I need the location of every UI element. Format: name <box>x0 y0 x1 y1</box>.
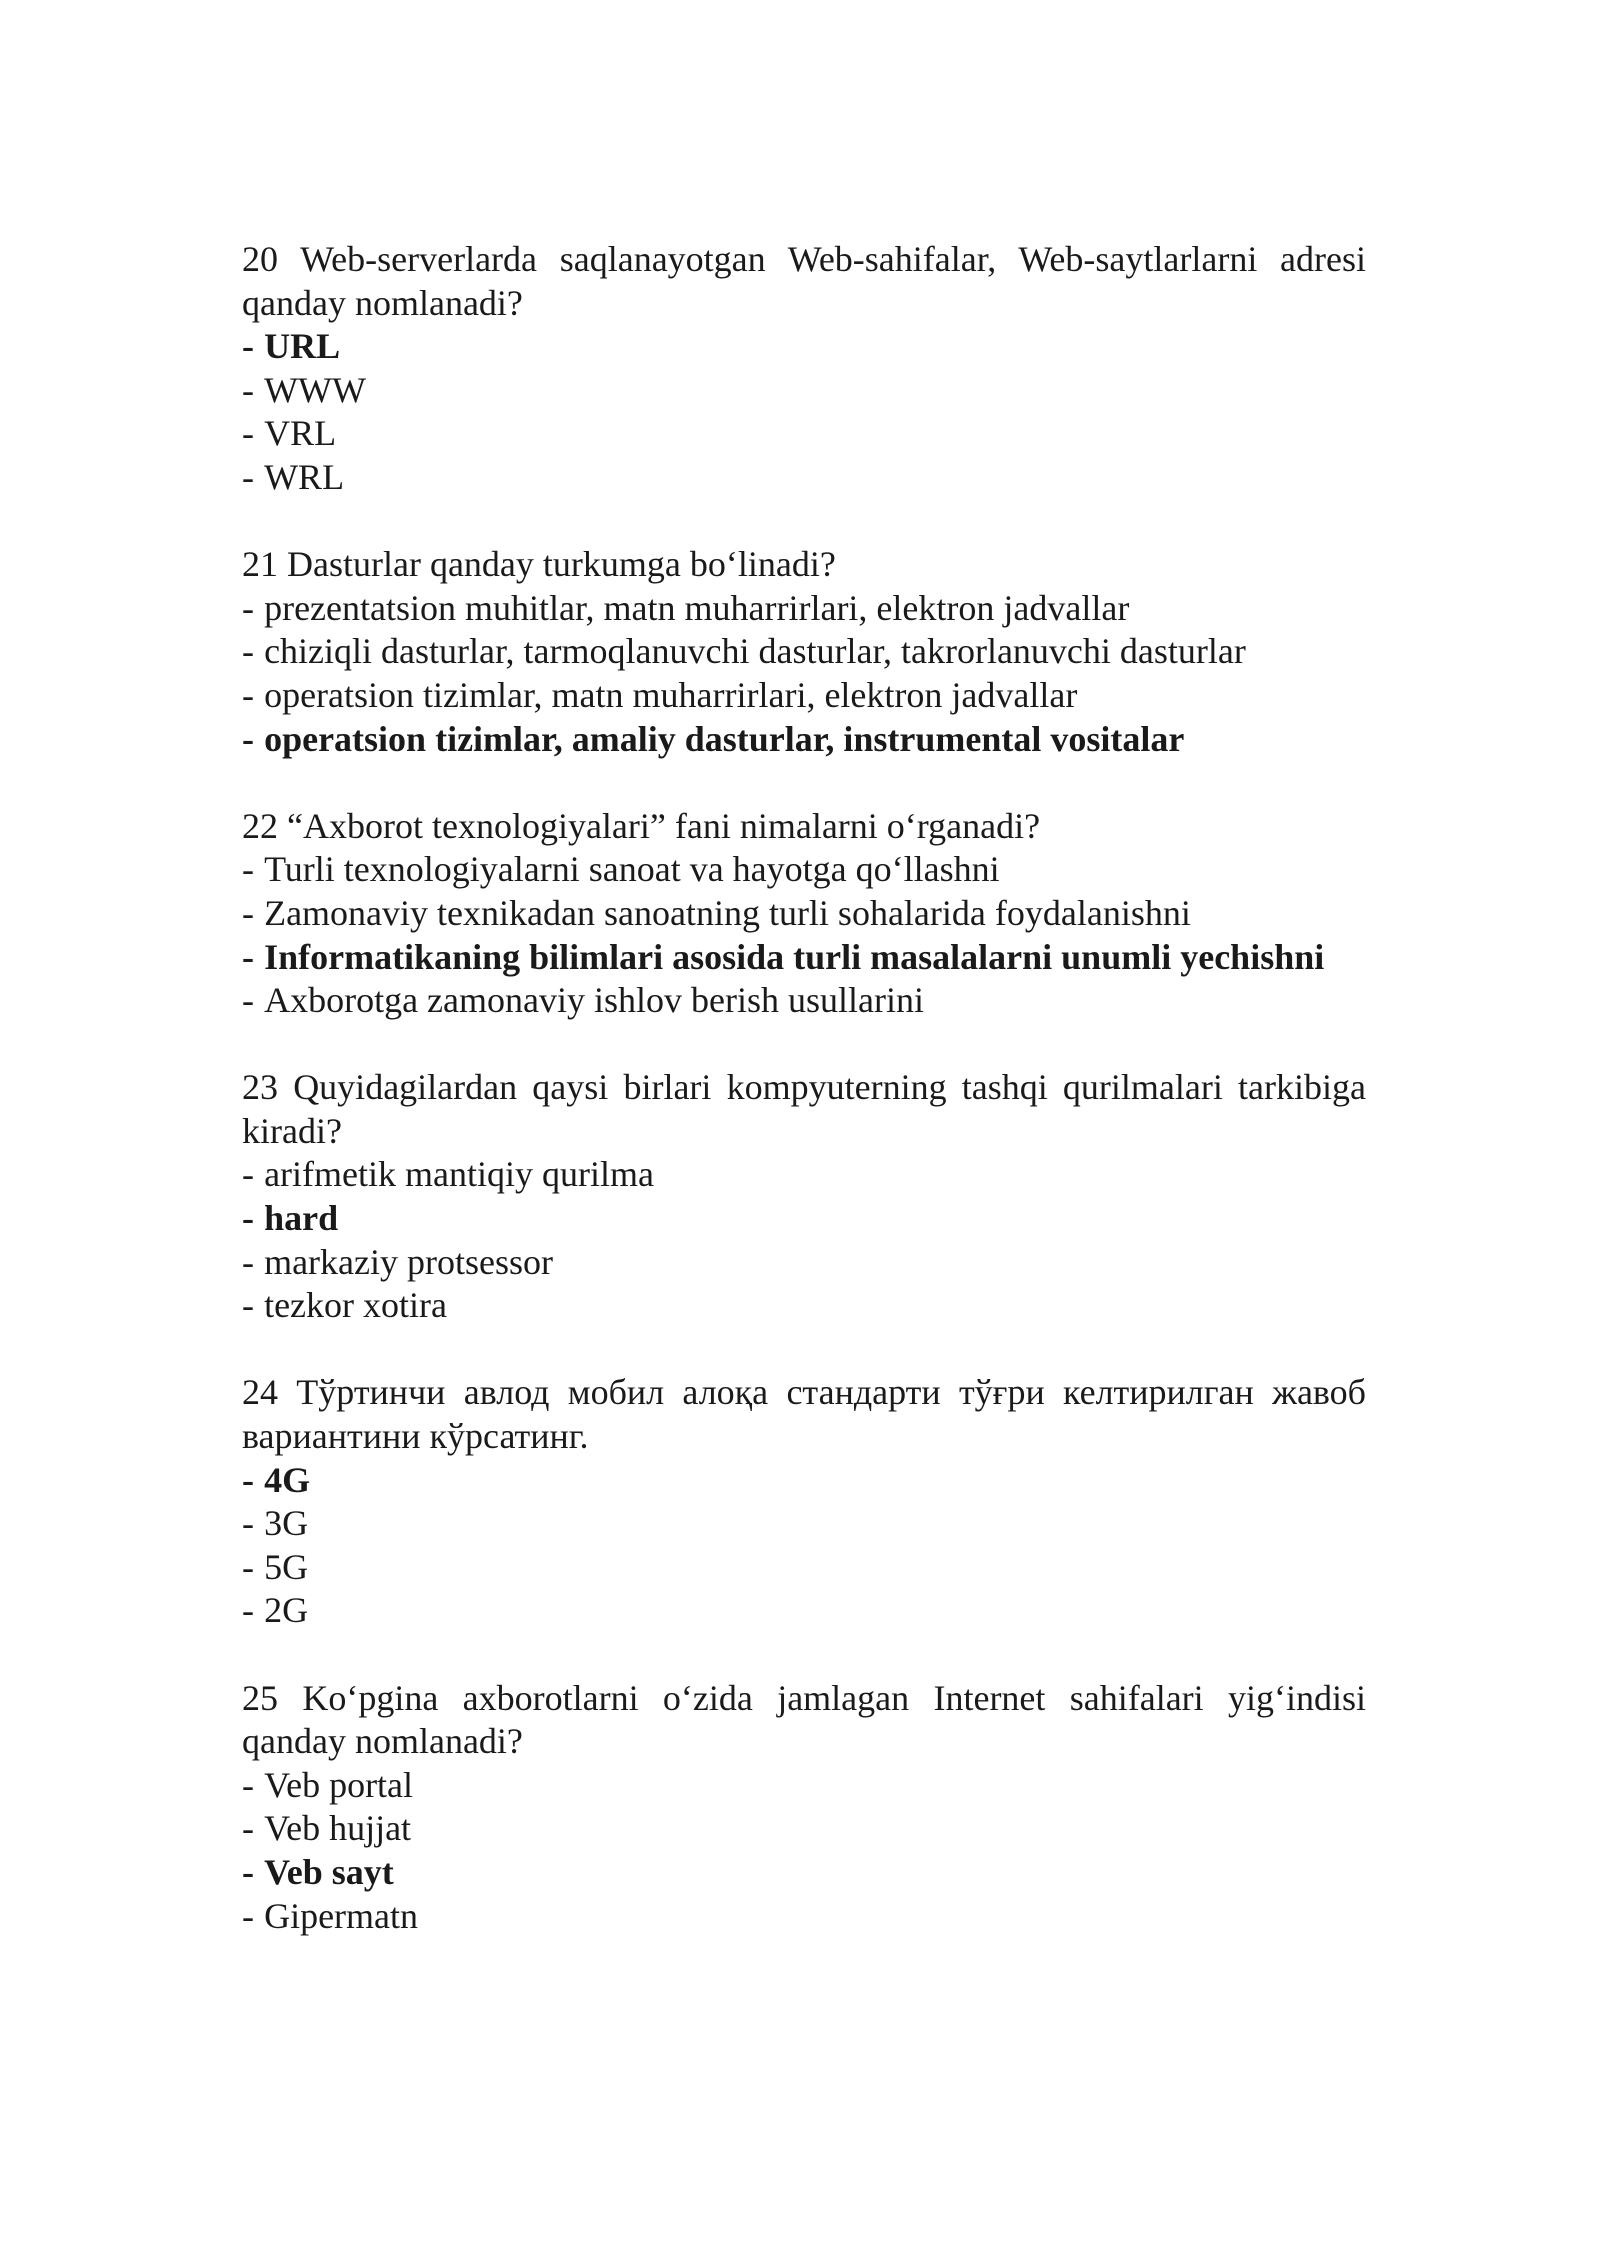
answer-option: - WWW <box>242 369 367 410</box>
answer-option: - 5G <box>242 1546 309 1587</box>
answer-option: - Veb portal <box>242 1764 414 1805</box>
answer-option: - Zamonaviy texnikadan sanoatning turli sohalarida foydalanishni <box>242 892 1191 933</box>
question-number: 23 <box>242 1067 278 1108</box>
answer-option: - Gipermatn <box>242 1895 419 1936</box>
question-24 <box>242 1371 1366 1633</box>
answer-option: - Turli texnologiyalarni sanoat va hayotga qo‘llashni <box>242 849 1000 890</box>
answer-option-correct: - operatsion tizimlar, amaliy dasturlar, instrumental vositalar <box>242 718 1185 759</box>
question-20 <box>242 238 1366 500</box>
answer-option: - 2G <box>242 1590 309 1631</box>
answer-option: - operatsion tizimlar, matn muharrirlari, elektron jadvallar <box>242 674 1078 715</box>
answer-option: - prezentatsion muhitlar, matn muharrirlari, elektron jadvallar <box>242 587 1130 628</box>
question-text <box>242 1677 1366 1764</box>
question-number: 25 <box>242 1677 278 1718</box>
question-text <box>242 1066 1366 1153</box>
answer-option: - WRL <box>242 456 345 497</box>
answer-option: - Veb hujjat <box>242 1808 412 1849</box>
question-text <box>242 1371 1366 1458</box>
question-text <box>242 805 1366 849</box>
question-body: Ko‘pgina axborotlarni o‘zida jamlagan Internet sahifalari yig‘indisi qanday nomlanadi? <box>242 1677 1367 1762</box>
question-number: 22 <box>242 805 278 846</box>
answer-option: - tezkor xotira <box>242 1285 447 1326</box>
question-body: Dasturlar qanday turkumga bo‘linadi? <box>287 544 836 585</box>
answer-option-correct: - URL <box>242 326 341 367</box>
answer-option-correct: - Veb sayt <box>242 1851 394 1892</box>
answer-option: - chiziqli dasturlar, tarmoqlanuvchi dasturlar, takrorlanuvchi dasturlar <box>242 631 1246 672</box>
question-body: “Axborot texnologiyalari” fani nimalarni o‘rganadi? <box>287 805 1041 846</box>
question-body: Тўртинчи авлод мобил алоқа стандарти тўғри келтирилган жавоб вариантини кўрсатинг. <box>242 1372 1366 1457</box>
question-body: Web-serverlarda saqlanayotgan Web-sahifalar, Web-saytlarlarni adresi qanday nomlanadi? <box>242 239 1366 323</box>
question-22 <box>242 805 1366 1023</box>
answer-option-correct: - Informatikaning bilimlari asosida turli masalalarni unumli yechishni <box>242 936 1325 977</box>
question-number: 24 <box>242 1372 278 1413</box>
question-number: 20 <box>242 239 278 279</box>
document-page <box>242 238 1366 1982</box>
question-text <box>242 543 1366 587</box>
answer-option: - arifmetik mantiqiy qurilma <box>242 1154 654 1195</box>
answer-option-correct: - 4G <box>242 1459 311 1500</box>
question-text <box>242 238 1366 325</box>
question-25 <box>242 1677 1366 1939</box>
answer-option: - VRL <box>242 413 337 454</box>
answer-option: - 3G <box>242 1503 309 1544</box>
answer-option: - markaziy protsessor <box>242 1241 553 1282</box>
question-body: Quyidagilardan qaysi birlari kompyuterning tashqi qurilmalari tarkibiga kiradi? <box>242 1067 1366 1151</box>
question-number: 21 <box>242 544 278 585</box>
answer-option-correct: - hard <box>242 1198 339 1239</box>
question-23 <box>242 1066 1366 1328</box>
question-21 <box>242 543 1366 761</box>
answer-option: - Axborotga zamonaviy ishlov berish usullarini <box>242 980 924 1021</box>
